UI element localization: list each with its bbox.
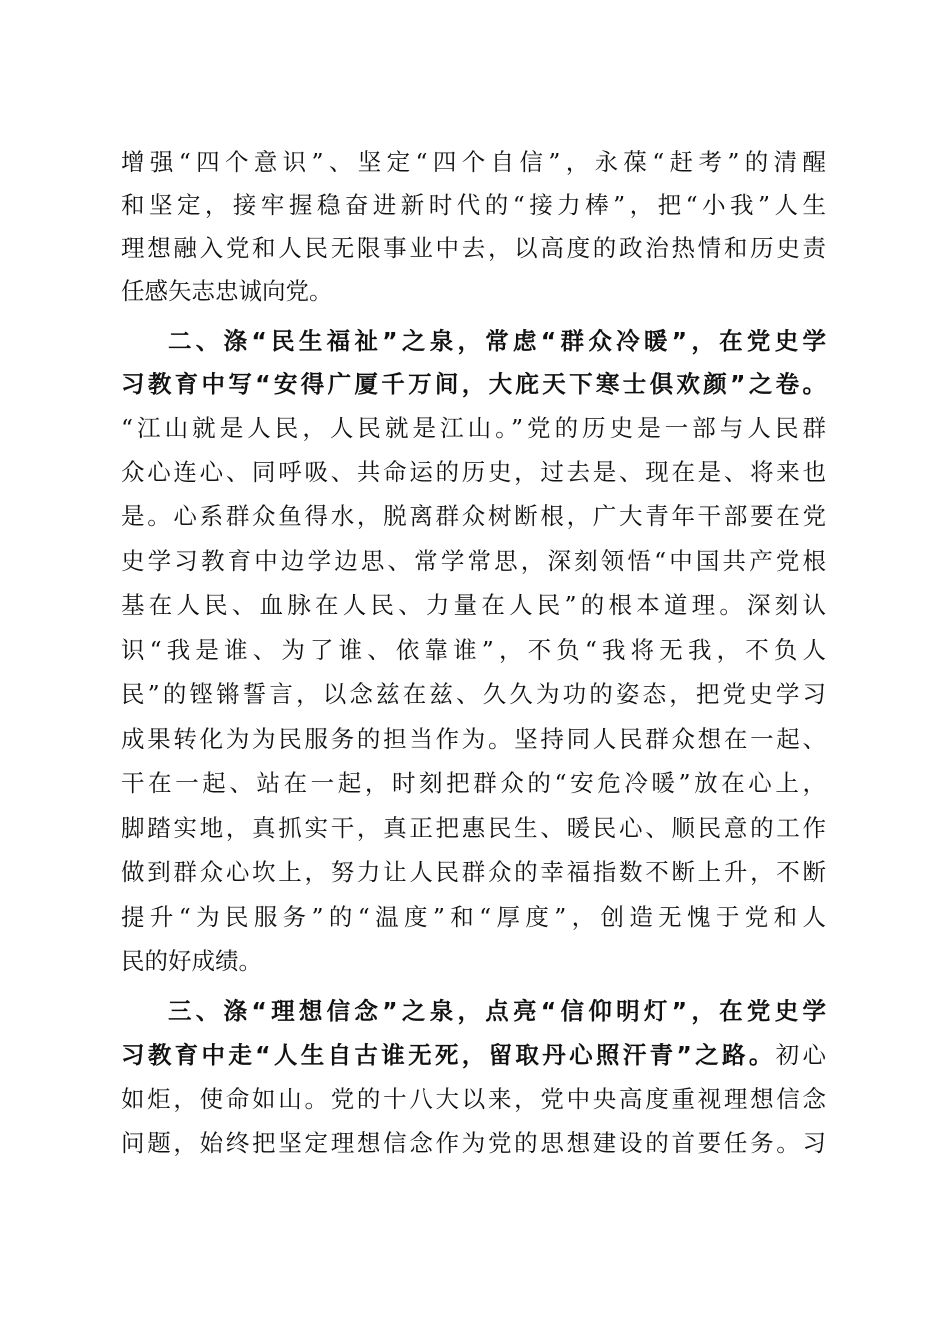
section-3-heading-line-1: 三、涤“理想信念”之泉，点亮“信仰明灯”，在党史学 bbox=[168, 997, 826, 1025]
paragraph-2-line-1: “江山就是人民，人民就是江山。”党的历史是一部与人民群 bbox=[121, 414, 826, 442]
paragraph-3-line-3: 问题，始终把坚定理想信念作为党的思想建设的首要任务。习 bbox=[121, 1129, 826, 1157]
paragraph-2-line-10: 脚踏实地，真抓实干，真正把惠民生、暖民心、顺民意的工作 bbox=[121, 814, 826, 842]
paragraph-3-line-2: 如炬，使命如山。党的十八大以来，党中央高度重视理想信念 bbox=[121, 1085, 826, 1113]
paragraph-2-line-13: 民的好成绩。 bbox=[121, 947, 262, 975]
paragraph-2-line-5: 基在人民、血脉在人民、力量在人民”的根本道理。深刻认 bbox=[121, 591, 826, 619]
section-2-heading-line-2: 习教育中写“安得广厦千万间，大庇天下寒士俱欢颜”之卷。 bbox=[121, 370, 826, 398]
paragraph-1-line-3: 理想融入党和人民无限事业中去，以高度的政治热情和历史责 bbox=[121, 234, 826, 262]
paragraph-1-line-4: 任感矢志忠诚向党。 bbox=[121, 277, 333, 305]
paragraph-2-line-7: 民”的铿锵誓言，以念兹在兹、久久为功的姿态，把党史学习 bbox=[121, 680, 826, 708]
paragraph-2-line-3: 是。心系群众鱼得水，脱离群众树断根，广大青年干部要在党 bbox=[121, 502, 826, 530]
paragraph-2-line-11: 做到群众心坎上，努力让人民群众的幸福指数不断上升，不断 bbox=[121, 858, 826, 886]
paragraph-2-line-2: 众心连心、同呼吸、共命运的历史，过去是、现在是、将来也 bbox=[121, 458, 826, 486]
section-3-paragraph-start: 初心 bbox=[775, 1041, 827, 1069]
paragraph-2-line-6: 识“我是谁、为了谁、依靠谁”，不负“我将无我，不负人 bbox=[121, 636, 826, 664]
section-3-heading-text: 习教育中走“人生自古谁无死，留取丹心照汗青”之路。 bbox=[121, 1041, 776, 1069]
paragraph-2-line-12: 提升“为民服务”的“温度”和“厚度”，创造无愧于党和人 bbox=[121, 903, 826, 931]
paragraph-2-line-4: 史学习教育中边学边思、常学常思，深刻领悟“中国共产党根 bbox=[121, 547, 826, 575]
paragraph-2-line-9: 干在一起、站在一起，时刻把群众的“安危冷暖”放在心上， bbox=[121, 769, 826, 797]
paragraph-2-line-8: 成果转化为为民服务的担当作为。坚持同人民群众想在一起、 bbox=[121, 725, 826, 753]
paragraph-1-line-1: 增强“四个意识”、坚定“四个自信”，永葆“赶考”的清醒 bbox=[121, 148, 826, 176]
section-3-heading-line-2 bbox=[121, 1035, 826, 1075]
paragraph-1-line-2: 和坚定，接牢握稳奋进新时代的“接力棒”，把“小我”人生 bbox=[121, 191, 826, 219]
section-2-heading-line-1: 二、涤“民生福祉”之泉，常虑“群众冷暖”，在党史学 bbox=[168, 327, 826, 355]
